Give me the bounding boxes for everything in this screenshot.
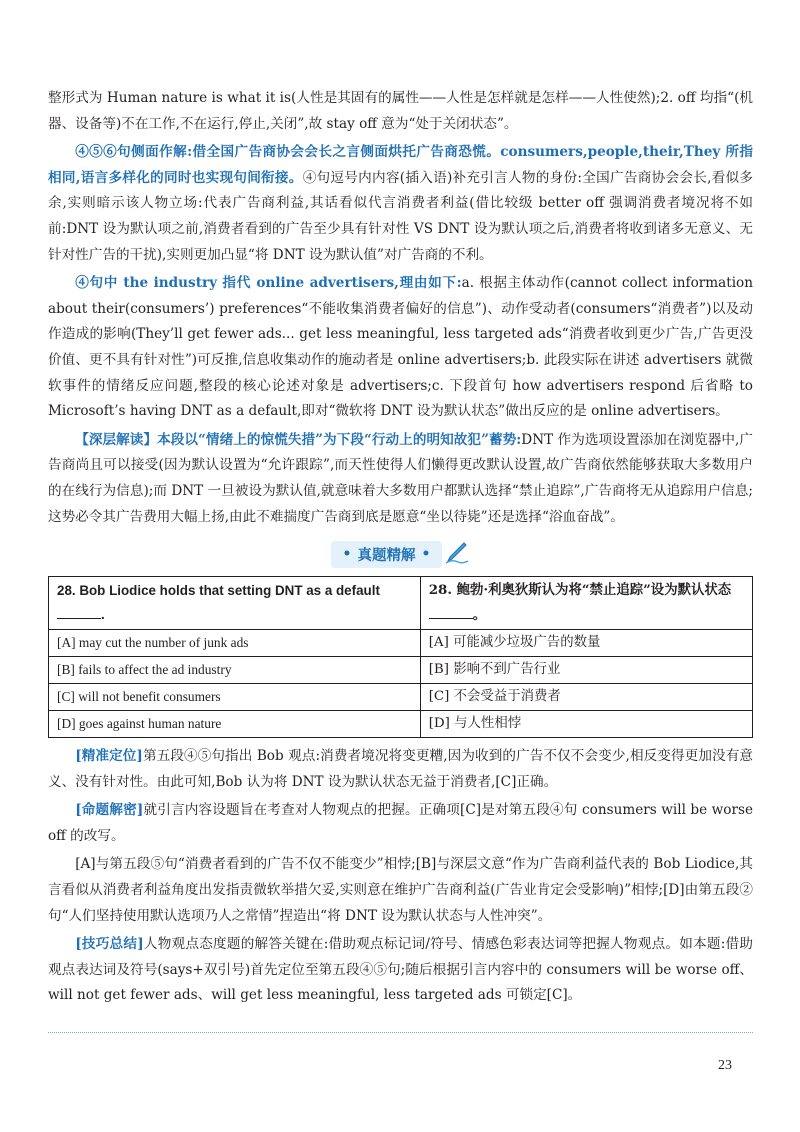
banner-right-dot: • [421, 546, 431, 563]
option-en: [A] may cut the number of junk ads [49, 630, 421, 657]
option-zh: [B] 影响不到广告行业 [420, 657, 752, 684]
banner-left-dot: • [342, 546, 352, 563]
page-number: 23 [718, 1058, 732, 1073]
paragraph-skill-summary [48, 932, 753, 1009]
deep-reading-heading: 【深层解读】本段以“情绪上的惊慌失措”为下段“行动上的明知故犯”蓄势: [75, 431, 522, 448]
option-row [49, 684, 753, 711]
precise-locate-text: 第五段④⑤句指出 Bob 观点:消费者境况将变更糟,因为收到的广告不仅不会变少,相反变得更加没有意义、没有针对性。由此可知,Bob 认为将 DNT 设为默认状态无益于消费者,[C]正确。 [48, 748, 753, 790]
paragraph-industry-reference [48, 271, 753, 425]
side-explanation-body: ④句逗号内内容(插入语)补充引言人物的身份:全国广告商协会会长,看似多余,实则暗示该人物立场:代表广告商利益,其话看似代言消费者利益(借比较级 better off 强调消费者境况将不如前:DNT 设为默认项之前,消费者看到的广告至少具有针对性 VS DNT 设为默认项之后,消费者将收到诸多无意义、无针对性广告的干扰),实则更加凸显“将 DNT 设为默认值”对广告商的不利。 [48, 169, 754, 263]
question-table [48, 576, 753, 738]
skill-summary-tag: [技巧总结] [75, 936, 144, 953]
question-stem-zh: 28. 鲍勃·利奥狄斯认为将“禁止追踪”设为默认状态。 [420, 577, 752, 630]
paragraph-deep-reading [48, 428, 753, 530]
question-intent-text: 就引言内容设题旨在考查对人物观点的把握。正确项[C]是对第五段④句 consumers will be worse off 的改写。 [48, 802, 753, 844]
paragraph-continued: 整形式为 Human nature is what it is(人性是其固有的属性——人性是怎样就是怎样——人性使然);2. off 均指“(机器、设备等)不在工作,不在运行,停止,关闭”,故 stay off 意为“处于关闭状态”。 [48, 90, 753, 132]
option-en: [C] will not benefit consumers [49, 684, 421, 711]
pen-icon [444, 539, 470, 569]
side-explanation-heading: ④⑤⑥句侧面作解:借全国广告商协会会长之言侧面烘托广告商恐慌。consumers,people,their,They 所指相同,语言多样化的同时也实现句间衔接。 [48, 144, 753, 186]
question-stem-row [49, 577, 753, 630]
industry-reference-heading: ④句中 the industry 指代 online advertisers,理由如下: [75, 275, 462, 292]
answer-blank-zh [429, 606, 473, 619]
banner-box [331, 541, 443, 568]
option-en: [B] fails to affect the ad industry [49, 657, 421, 684]
option-zh: [C] 不会受益于消费者 [420, 684, 752, 711]
banner-title: 真题精解 [357, 546, 416, 564]
option-row [49, 657, 753, 684]
option-row [49, 711, 753, 738]
question-stem-en: 28. Bob Liodice holds that setting DNT as a default . [49, 577, 421, 630]
option-zh: [A] 可能减少垃圾广告的数量 [420, 630, 752, 657]
precise-locate-tag: [精准定位] [75, 748, 143, 765]
industry-reference-body: a. 根据主体动作(cannot collect information about their(consumers’) preferences“不能收集消费者偏好的信息”)、动作受动者(consumers“消费者”)以及动作造成的影响(They’ll get fewer ads... get less meaningful, less targeted ads“消费者收到更少广告,广告更没价值、更不具有针对性”)可反推,信息收集动作的施动者是 online advertisers;b. 此段实际在讲述 advertisers 就微软事件的情绪反应问题,整段的核心论述对象是 advertisers;c. 下段首句 how advertisers respond 后省略 to Microsoft’s having DNT as a default,即对“微软将 DNT 设为默认状态”做出反应的是 online advertisers。 [48, 275, 753, 420]
question-intent-tag: [命题解密] [75, 802, 144, 819]
paragraph-question-intent [48, 798, 753, 849]
paragraph-precise-locate [48, 744, 753, 795]
skill-summary-text: 人物观点态度题的解答关键在:借助观点标记词/符号、情感色彩表达词等把握人物观点。如本题:借助观点表达词及符号(says+双引号)首先定位至第五段④⑤句;随后根据引言内容中的 consumers will be worse off、will not get fewer ads、will get less meaningful, less targeted ads 可锁定[C]。 [48, 936, 753, 1004]
option-row [49, 630, 753, 657]
option-zh: [D] 与人性相悖 [420, 711, 752, 738]
answer-blank [57, 606, 101, 619]
paragraph-distractors: [A]与第五段⑤句“消费者看到的广告不仅不能变少”相悖;[B]与深层文意“作为广告商利益代表的 Bob Liodice,其言看似从消费者利益角度出发指责微软举措欠妥,实则意在维护广告商利益(广告业肯定会受影响)”相悖;[D]由第五段②句“人们坚持使用默认选项乃人之常情”捏造出“将 DNT 设为默认状态与人性冲突”。 [48, 856, 753, 924]
paragraph-side-explanation [48, 140, 753, 268]
page-content [48, 86, 753, 1012]
deep-reading-body: DNT 作为选项设置添加在浏览器中,广告商尚且可以接受(因为默认设置为“允许跟踪”,而天性使得人们懒得更改默认设置,故广告商依然能够获取大多数用户的在线行为信息);而 DNT 一旦被设为默认值,就意味着大多数用户都默认选择“禁止追踪”,广告商将无从追踪用户信息;这势必令其广告费用大幅上扬,由此不难揣度广告商到底是愿意“坐以待毙”还是选择“浴血奋战”。 [48, 431, 753, 525]
option-en: [D] goes against human nature [49, 711, 421, 738]
section-banner [48, 536, 753, 572]
footer-divider [48, 1032, 753, 1033]
